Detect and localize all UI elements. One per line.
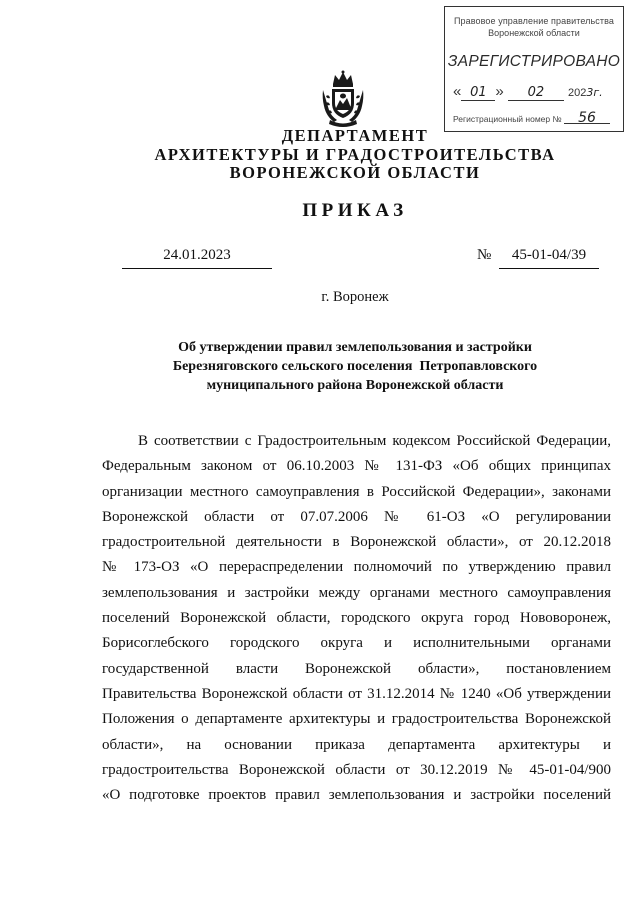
body-line: области», на основании приказа департамента архитектуры и	[102, 736, 611, 753]
body-line: Борисоглебского городского округа и исполнительными органами	[102, 635, 611, 652]
body-line: землепользования и застройки между органами местного самоуправления	[102, 584, 611, 601]
registration-stamp	[444, 6, 624, 132]
body-line: организации местного самоуправления в Российской Федерации», законами	[102, 483, 611, 500]
stamp-reg-number-row	[453, 110, 610, 126]
body-line: поселений Воронежской области, городского округа город Нововоронеж,	[102, 610, 611, 627]
stamp-date-day: 01	[461, 85, 495, 101]
body-line: Правительства Воронежской области от 31.12.2014 № 1240 «Об утверждении	[102, 685, 611, 702]
order-date: 24.01.2023	[122, 247, 272, 269]
subject-line2: Березняговского сельского поселения Петропавловского	[172, 359, 538, 374]
stamp-date-year-suffix: 3г.	[586, 86, 603, 99]
body-line: градостроительства Воронежской области от 30.12.2019 № 45-01-04/900	[102, 761, 611, 778]
department-header-line3: ВОРОНЕЖСКОЙ ОБЛАСТИ	[229, 163, 481, 182]
order-number: 45-01-04/39	[499, 247, 599, 269]
body-line: Положения о департаменте архитектуры и градостроительства Воронежской	[102, 711, 611, 728]
order-subject	[100, 338, 610, 395]
subject-line1: Об утверждении правил землепользования и застройки	[178, 340, 532, 355]
body-line: № 173-ОЗ «О перераспределении полномочий по утверждению правил	[102, 559, 611, 576]
stamp-date-year-prefix: 202	[568, 87, 587, 99]
department-header-line1: ДЕПАРТАМЕНТ	[281, 126, 429, 145]
subject-line3: муниципального района Воронежской области	[206, 378, 504, 393]
order-number-label: №	[477, 247, 492, 263]
stamp-reg-label: Регистрационный номер №	[453, 114, 562, 124]
body-line: Воронежской области от 07.07.2006 № 61-ОЗ «О регулировании	[102, 508, 611, 525]
document-type-title: ПРИКАЗ	[302, 200, 408, 221]
coat-of-arms-icon	[320, 70, 366, 128]
order-body-text	[102, 429, 611, 808]
stamp-date: « 01 » 02 2023г.	[453, 83, 603, 100]
stamp-authority-line2: Воронежской области	[488, 28, 580, 38]
body-line: Федеральным законом от 06.10.2003 № 131-ФЗ «Об общих принципах	[102, 458, 611, 475]
body-line: В соответствии с Градостроительным кодексом Российской Федерации,	[138, 433, 611, 449]
stamp-registered-label: ЗАРЕГИСТРИРОВАНО	[447, 53, 621, 70]
body-line: «О подготовке проектов правил землепользования и застройки поселений	[102, 787, 611, 804]
stamp-reg-number: 56	[564, 113, 610, 124]
stamp-authority-line1: Правовое управление правительства	[453, 16, 615, 26]
body-line: государственной власти Воронежской области», постановлением	[102, 660, 611, 677]
stamp-date-month: 02	[508, 85, 564, 101]
order-city: г. Воронеж	[321, 289, 389, 305]
body-line: градостроительной деятельности в Воронежской области», от 20.12.2018	[102, 534, 611, 551]
department-header-line2: АРХИТЕКТУРЫ И ГРАДОСТРОИТЕЛЬСТВА	[154, 145, 556, 164]
